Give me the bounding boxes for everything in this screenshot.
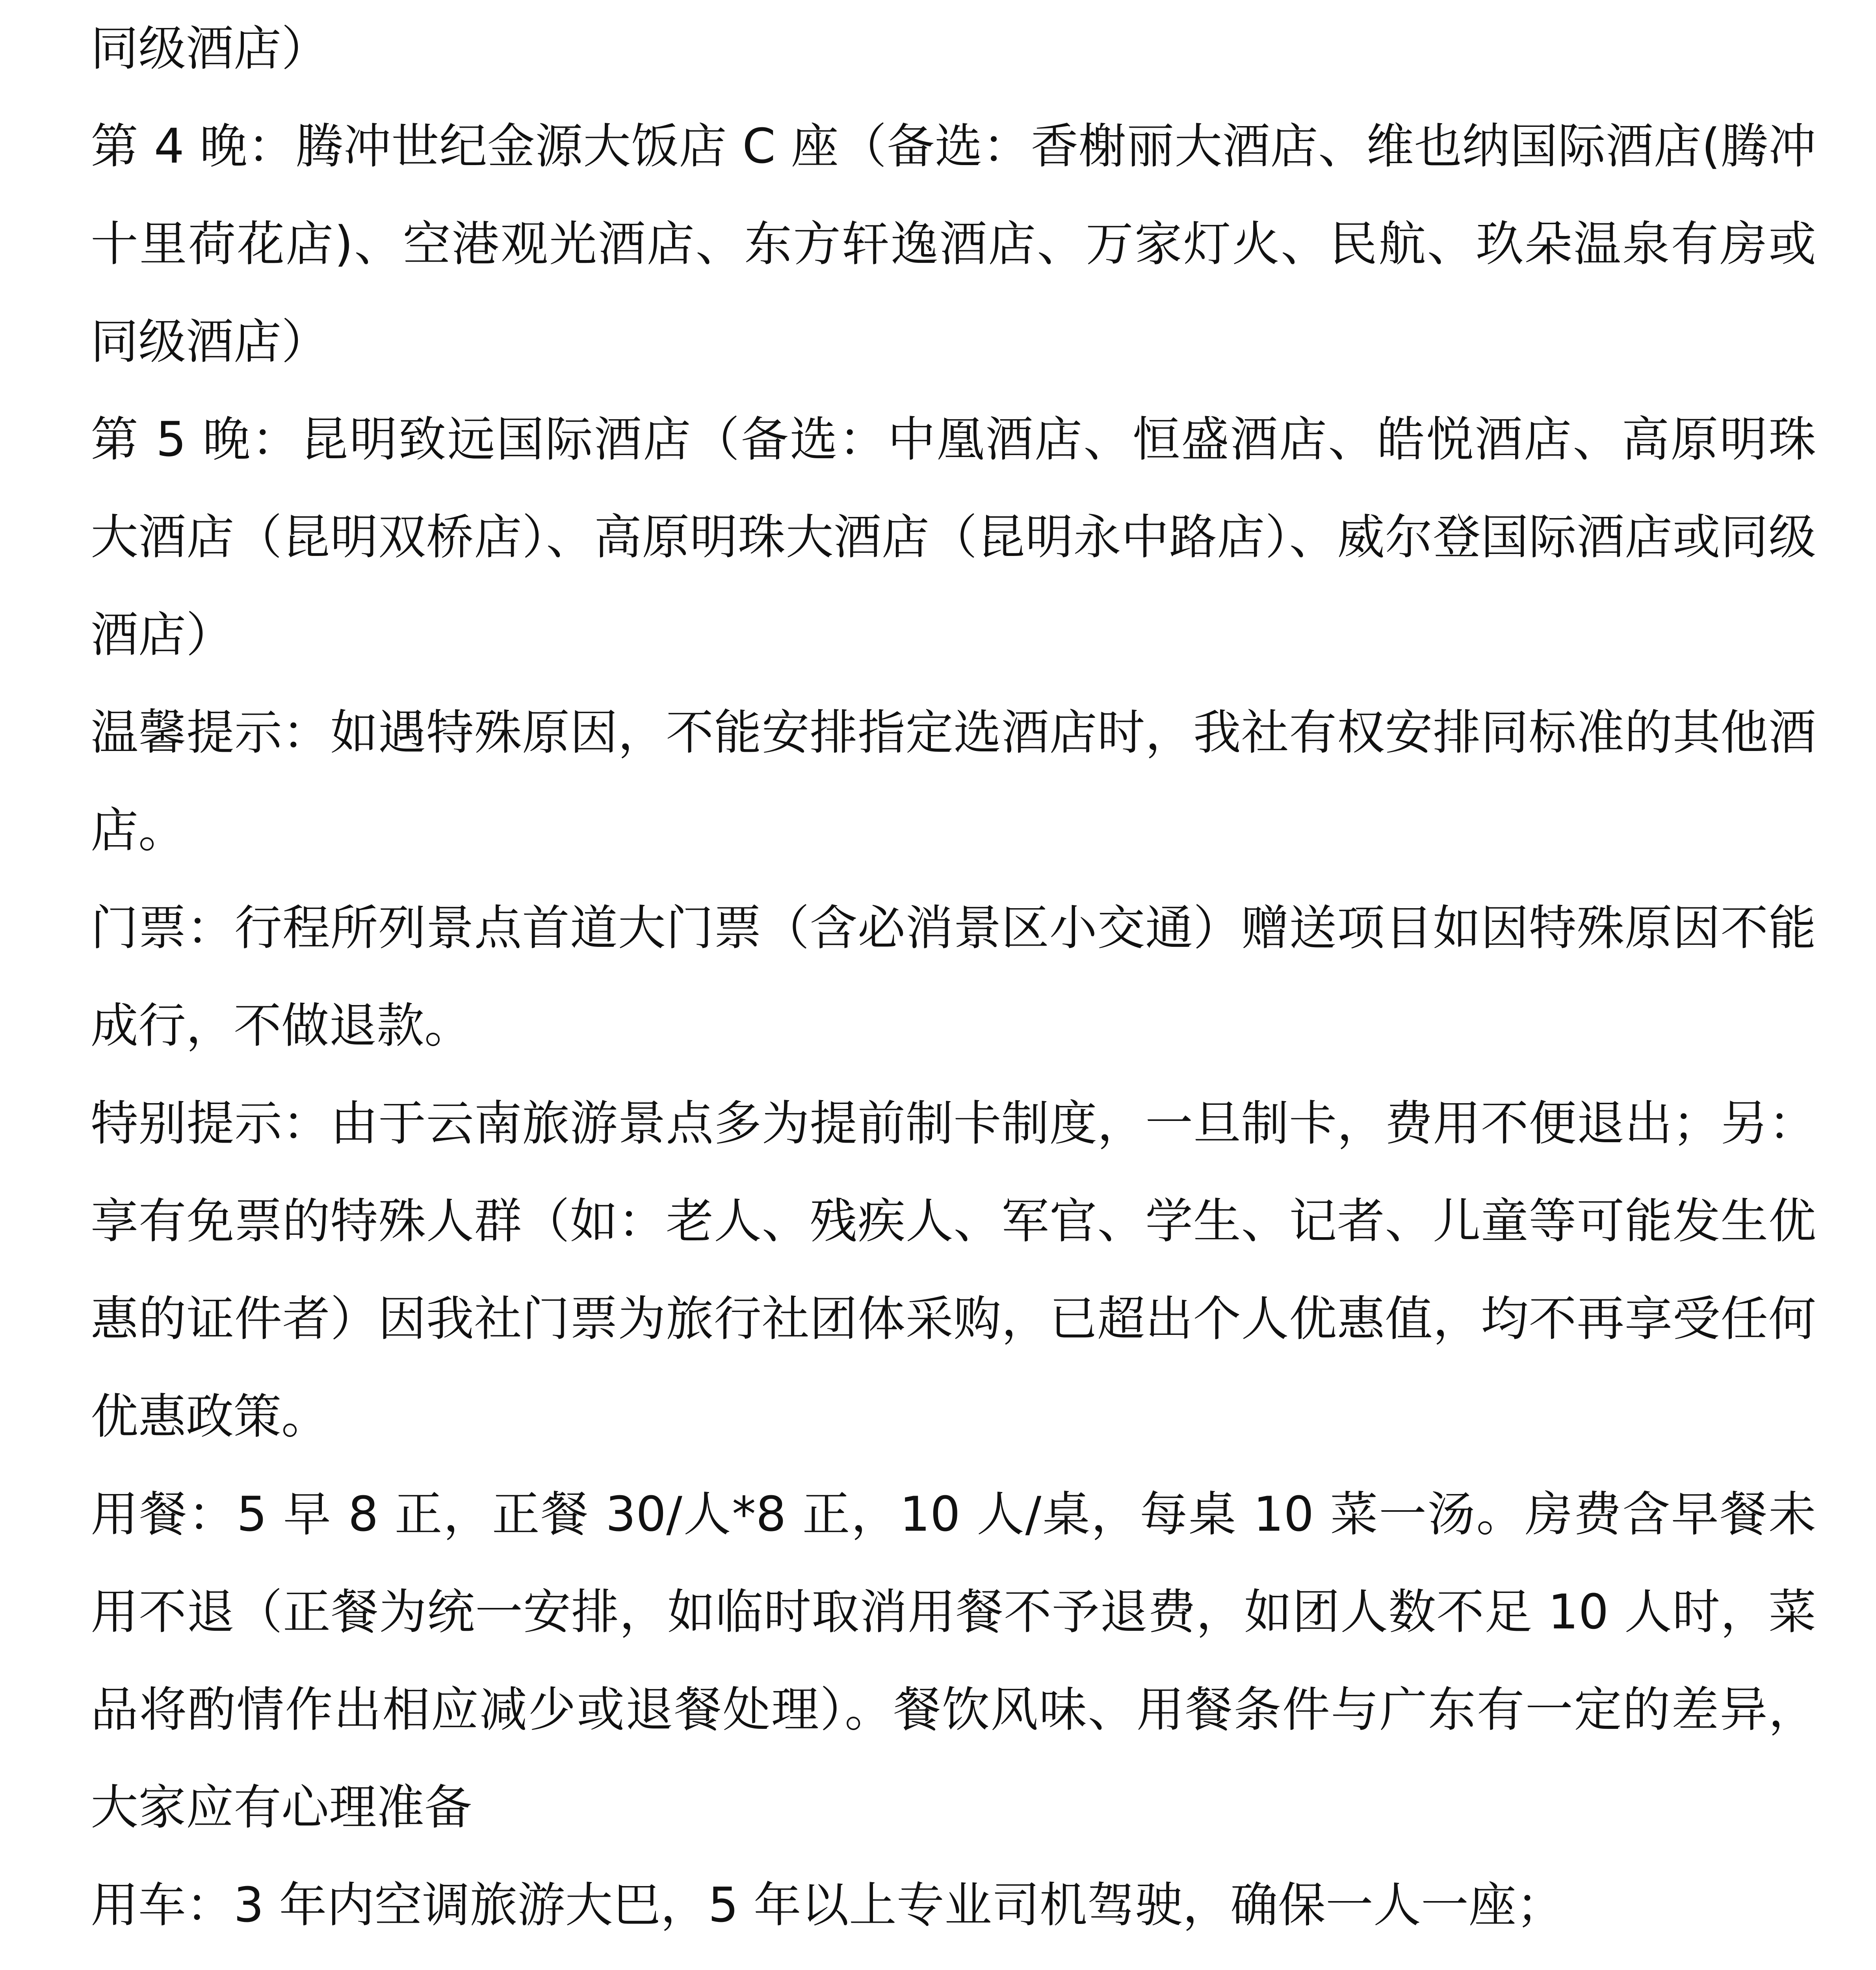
special-notice-paragraph: 特别提示：由于云南旅游景点多为提前制卡制度，一旦制卡，费用不便退出；另：享有免票的特殊人群（如：老人、残疾人、军官、学生、记者、儿童等可能发生优惠的证件者）因我社门票为旅行社团体采购，已超出个人优惠值，均不再享受任何优惠政策。 [91,1096,1816,1444]
tickets-paragraph: 门票：行程所列景点首道大门票（含必消景区小交通）赠送项目如因特殊原因不能成行，不做退款。 [91,900,1816,1054]
guide-paragraph [91,1954,1816,1970]
hotel-night-5: 第 5 晚：昆明致远国际酒店（备选：中凰酒店、恒盛酒店、皓悦酒店、高原明珠大酒店（昆明双桥店）、高原明珠大酒店（昆明永中路店）、威尔登国际酒店或同级酒店） [91,412,1816,663]
hotel-reminder: 温馨提示：如遇特殊原因，不能安排指定选酒店时，我社有权安排同标准的其他酒店。 [91,705,1816,858]
document-body [91,0,1816,1970]
hotel-night-4: 第 4 晚：腾冲世纪金源大饭店 C 座（备选：香榭丽大酒店、维也纳国际酒店(腾冲十里荷花店)、空港观光酒店、东方轩逸酒店、万家灯火、民航、玖朵温泉有房或同级酒店） [91,119,1816,370]
vehicle-paragraph: 用车：3 年内空调旅游大巴，5 年以上专业司机驾驶，确保一人一座； [91,1877,1564,1933]
meals-paragraph: 用餐：5 早 8 正，正餐 30/人*8 正，10 人/桌，每桌 10 菜一汤。房费含早餐未用不退（正餐为统一安排，如临时取消用餐不予退费，如团人数不足 10 人时，菜品将酌情作出相应减少或退餐处理）。餐饮风味、用餐条件与广东有一定的差异，大家应有心理准备 [91,1487,1816,1835]
hotel-night-3-continued: 同级酒店） [91,21,329,76]
